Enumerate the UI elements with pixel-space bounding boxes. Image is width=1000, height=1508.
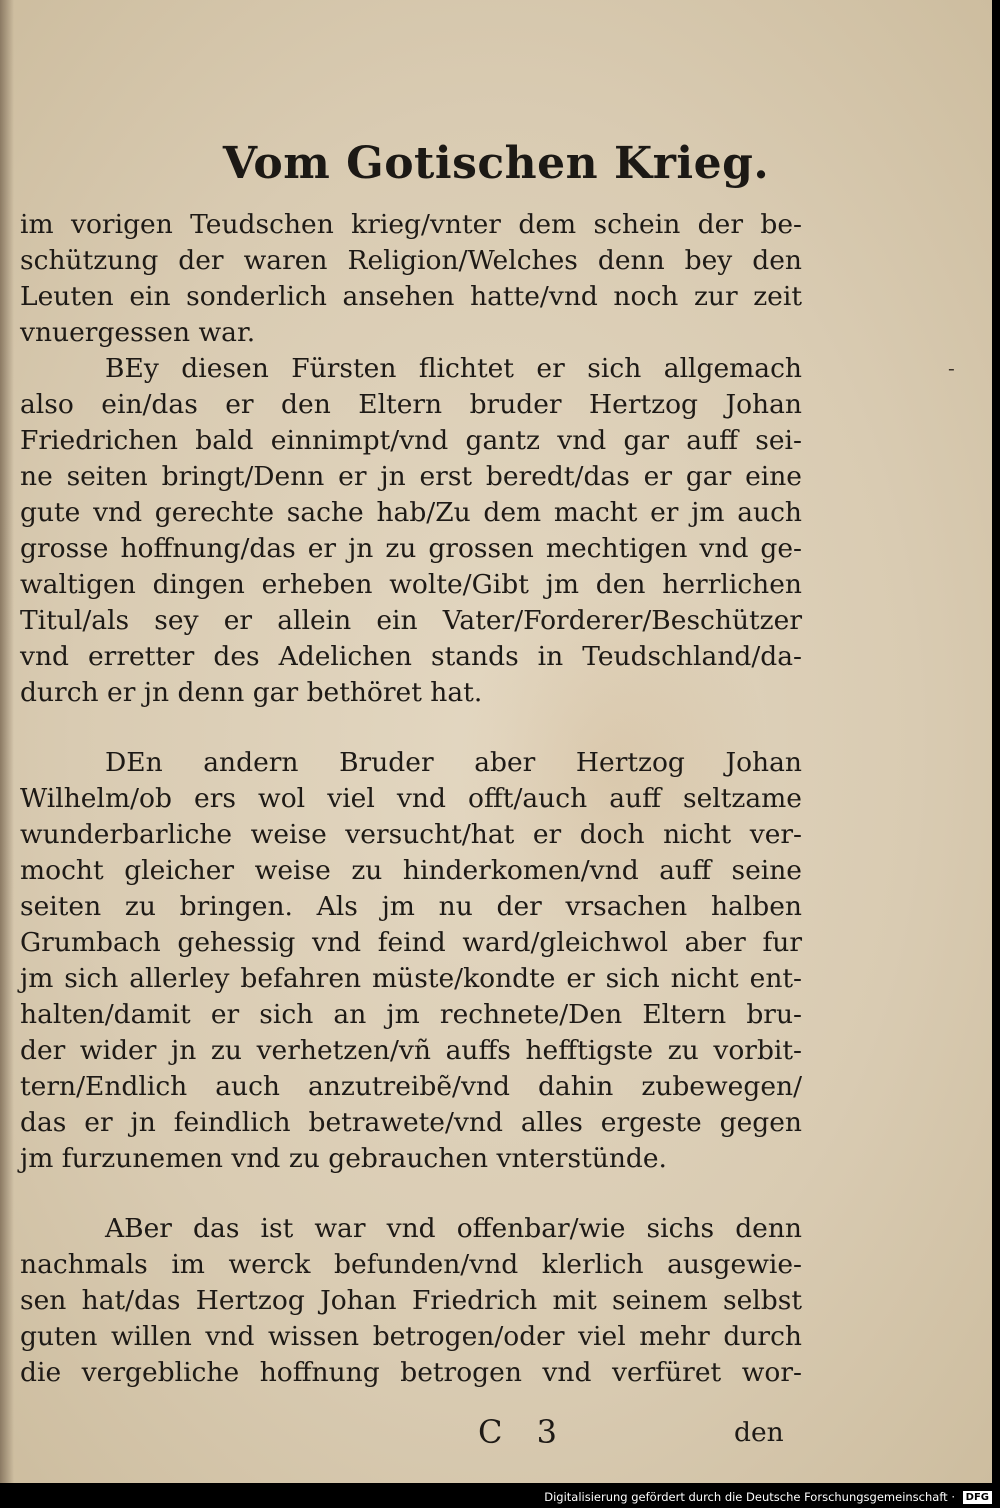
signature-line xyxy=(0,1413,992,1449)
signature-mark: C 3 xyxy=(478,1413,570,1451)
text-line: wunderbarliche weise versucht/hat er doch nicht ver- xyxy=(20,819,802,850)
text-line: mocht gleicher weise zu hinderkomen/vnd auff seine xyxy=(20,855,802,886)
text-line: sen hat/das Hertzog Johan Friedrich mit seinem selbst xyxy=(20,1285,802,1316)
text-line: Friedrichen bald einnimpt/vnd gantz vnd gar auff sei- xyxy=(20,425,802,456)
text-line: jm furzunemen vnd zu gebrauchen vnterstünde. xyxy=(20,1143,667,1174)
running-head: Vom Gotischen Krieg. xyxy=(222,138,770,189)
dfg-logo: DFG xyxy=(963,1491,992,1504)
text-line: ABer das ist war vnd offenbar/wie sichs denn xyxy=(105,1213,802,1244)
text-line: BEy diesen Fürsten flichtet er sich allgemach xyxy=(105,353,802,384)
text-line: gute vnd gerechte sache hab/Zu dem macht er jm auch xyxy=(20,497,802,528)
paragraph-gap xyxy=(20,1177,802,1211)
digitization-credit xyxy=(0,1486,1000,1508)
margin-mark: - xyxy=(948,356,955,380)
text-line: im vorigen Teudschen krieg/vnter dem schein der be- xyxy=(20,209,802,240)
text-line: jm sich allerley befahren müste/kondte er sich nicht ent- xyxy=(20,963,802,994)
text-line: nachmals im werck befunden/vnd klerlich ausgewie- xyxy=(20,1249,802,1280)
text-line: schützung der waren Religion/Welches denn bey den xyxy=(20,245,802,276)
text-line: der wider jn zu verhetzen/vñ auffs hefftigste zu vorbit- xyxy=(20,1035,802,1066)
text-line: Wilhelm/ob ers wol viel vnd offt/auch auff seltzame xyxy=(20,783,802,814)
text-line: die vergebliche hoffnung betrogen vnd verfüret wor- xyxy=(20,1357,802,1388)
text-line: tern/Endlich auch anzutreibẽ/vnd dahin zubewegen/ xyxy=(20,1071,802,1102)
text-line: das er jn feindlich betrawete/vnd alles ergeste gegen xyxy=(20,1107,802,1138)
text-line: grosse hoffnung/das er jn zu grossen mechtigen vnd ge- xyxy=(20,533,802,564)
text-line: durch er jn denn gar bethöret hat. xyxy=(20,677,483,708)
text-line: Titul/als sey er allein ein Vater/Forderer/Beschützer xyxy=(20,605,802,636)
text-line: seiten zu bringen. Als jm nu der vrsachen halben xyxy=(20,891,802,922)
credit-text: Digitalisierung gefördert durch die Deutsche Forschungsgemeinschaft · xyxy=(544,1490,955,1504)
text-line: guten willen vnd wissen betrogen/oder viel mehr durch xyxy=(20,1321,802,1352)
text-line: waltigen dingen erheben wolte/Gibt jm den herrlichen xyxy=(20,569,802,600)
text-line: vnd erretter des Adelichen stands in Teudschland/da- xyxy=(20,641,802,672)
text-line: halten/damit er sich an jm rechnete/Den Eltern bru- xyxy=(20,999,802,1030)
paragraph-gap xyxy=(20,711,802,745)
text-line: Leuten ein sonderlich ansehen hatte/vnd noch zur zeit xyxy=(20,281,802,312)
text-line: ne seiten bringt/Denn er jn erst beredt/das er gar eine xyxy=(20,461,802,492)
text-block xyxy=(20,207,802,1391)
text-line: vnuergessen war. xyxy=(20,317,256,348)
text-line: also ein/das er den Eltern bruder Hertzog Johan xyxy=(20,389,802,420)
text-line: DEn andern Bruder aber Hertzog Johan xyxy=(105,747,802,778)
text-line: Grumbach gehessig vnd feind ward/gleichwol aber fur xyxy=(20,927,802,958)
catchword: den xyxy=(734,1417,784,1448)
